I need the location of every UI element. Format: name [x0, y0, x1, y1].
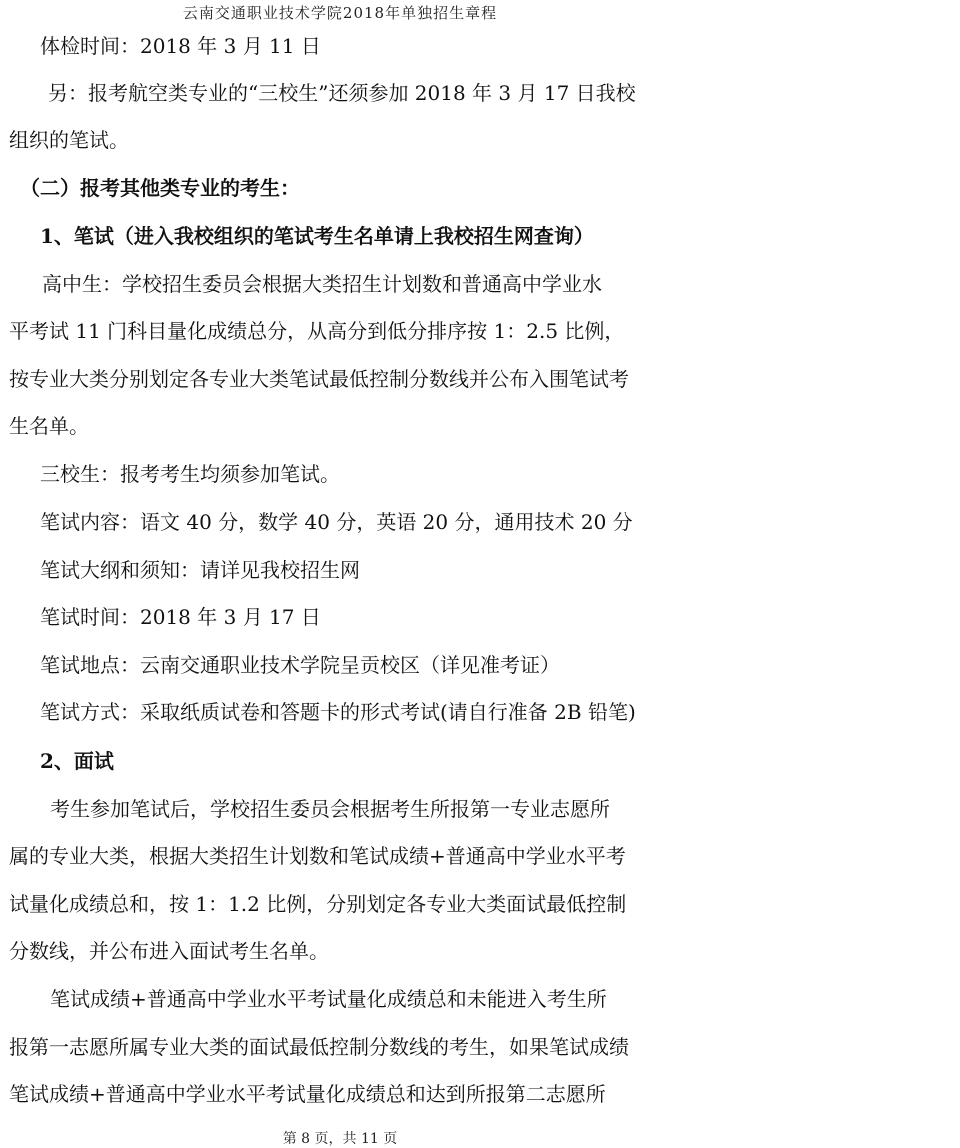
text-line: 笔试内容：语文 40 分，数学 40 分，英语 20 分，通用技术 20 分 — [40, 510, 633, 534]
text-line: 生名单。 — [9, 414, 89, 438]
text-line: 笔试大纲和须知：请详见我校招生网 — [40, 558, 360, 582]
subsection-heading: 2、面试 — [40, 749, 114, 773]
text-line: 属的专业大类，根据大类招生计划数和笔试成绩+普通高中学业水平考 — [9, 844, 626, 868]
text-line: 分数线，并公布进入面试考生名单。 — [9, 939, 329, 963]
text-line: 笔试方式：采取纸质试卷和答题卡的形式考试(请自行准备 2B 铅笔) — [40, 700, 636, 724]
text-line: 报第一志愿所属专业大类的面试最低控制分数线的考生，如果笔试成绩 — [9, 1035, 629, 1059]
text-line: 三校生：报考考生均须参加笔试。 — [40, 462, 340, 486]
page-number: 第 8 页，共 11 页 — [282, 1131, 398, 1147]
subsection-heading: 1、笔试（进入我校组织的笔试考生名单请上我校招生网查询） — [40, 224, 594, 248]
text-line: 笔试时间：2018 年 3 月 17 日 — [40, 605, 321, 629]
section-heading: （二）报考其他类专业的考生： — [20, 176, 300, 200]
text-line: 高中生：学校招生委员会根据大类招生计划数和普通高中学业水 — [42, 272, 602, 296]
text-line: 按专业大类分别划定各专业大类笔试最低控制分数线并公布入围笔试考 — [9, 367, 629, 391]
text-line: 体检时间：2018 年 3 月 11 日 — [40, 34, 321, 58]
text-line: 笔试地点：云南交通职业技术学院呈贡校区（详见准考证） — [40, 653, 560, 677]
text-line: 另：报考航空类专业的“三校生”还须参加 2018 年 3 月 17 日我校 — [48, 81, 636, 105]
text-line: 笔试成绩+普通高中学业水平考试量化成绩总和达到所报第二志愿所 — [9, 1082, 606, 1106]
page-header: 云南交通职业技术学院2018年单独招生章程 — [182, 4, 498, 22]
text-line: 平考试 11 门科目量化成绩总分，从高分到低分排序按 1：2.5 比例， — [9, 319, 625, 343]
text-line: 考生参加笔试后，学校招生委员会根据考生所报第一专业志愿所 — [50, 797, 610, 821]
text-line: 试量化成绩总和，按 1：1.2 比例，分别划定各专业大类面试最低控制 — [9, 892, 627, 916]
text-line: 笔试成绩+普通高中学业水平考试量化成绩总和未能进入考生所 — [50, 987, 607, 1011]
text-line: 组织的笔试。 — [9, 128, 129, 152]
